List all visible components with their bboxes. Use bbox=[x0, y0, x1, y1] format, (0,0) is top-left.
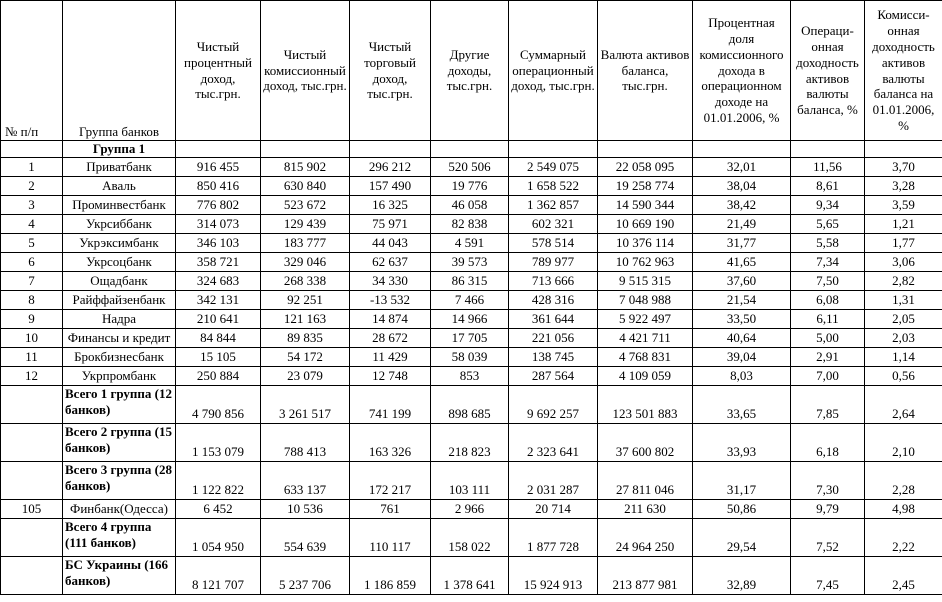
bank-name-cell: Всего 4 группа (111 банков) bbox=[63, 519, 176, 557]
col-header-operating-yield: Операци-онная доходность активов валюты баланса, % bbox=[791, 1, 865, 141]
value-cell: 3 261 517 bbox=[261, 386, 350, 424]
table-row bbox=[1, 348, 942, 367]
value-cell: 2 549 075 bbox=[509, 158, 598, 177]
value-cell: 5,65 bbox=[791, 215, 865, 234]
col-header-commission-yield: Комисси-онная доходность активов валюты баланса на 01.01.2006, % bbox=[865, 1, 942, 141]
value-cell: 82 838 bbox=[431, 215, 509, 234]
value-cell: 1,14 bbox=[865, 348, 942, 367]
table-row bbox=[1, 196, 942, 215]
col-header-bank-group: Группа банков bbox=[63, 1, 176, 141]
value-cell: 4 109 059 bbox=[598, 367, 693, 386]
value-cell: 2 323 641 bbox=[509, 424, 598, 462]
bank-name-cell: Надра bbox=[63, 310, 176, 329]
value-cell: 218 823 bbox=[431, 424, 509, 462]
value-cell bbox=[693, 141, 791, 158]
value-cell: 3,59 bbox=[865, 196, 942, 215]
value-cell: 2,45 bbox=[865, 557, 942, 595]
value-cell: 21,54 bbox=[693, 291, 791, 310]
value-cell: 9 692 257 bbox=[509, 386, 598, 424]
value-cell: 853 bbox=[431, 367, 509, 386]
value-cell: 1 153 079 bbox=[176, 424, 261, 462]
row-number-cell bbox=[1, 386, 63, 424]
bank-name-cell: Финбанк(Одесса) bbox=[63, 500, 176, 519]
row-number-cell: 105 bbox=[1, 500, 63, 519]
value-cell: 815 902 bbox=[261, 158, 350, 177]
row-number-cell bbox=[1, 141, 63, 158]
col-header-balance-assets: Валюта активов баланса, тыс.грн. bbox=[598, 1, 693, 141]
value-cell: 850 416 bbox=[176, 177, 261, 196]
value-cell: 7,85 bbox=[791, 386, 865, 424]
value-cell: 296 212 bbox=[350, 158, 431, 177]
col-header-other-income: Другие доходы, тыс.грн. bbox=[431, 1, 509, 141]
row-number-cell: 3 bbox=[1, 196, 63, 215]
value-cell: 121 163 bbox=[261, 310, 350, 329]
value-cell: 578 514 bbox=[509, 234, 598, 253]
value-cell bbox=[350, 141, 431, 158]
value-cell: 9,79 bbox=[791, 500, 865, 519]
value-cell: 16 325 bbox=[350, 196, 431, 215]
value-cell: 4 790 856 bbox=[176, 386, 261, 424]
value-cell: 520 506 bbox=[431, 158, 509, 177]
summary-row bbox=[1, 557, 942, 595]
value-cell: 84 844 bbox=[176, 329, 261, 348]
summary-row bbox=[1, 386, 942, 424]
value-cell: 1 122 822 bbox=[176, 462, 261, 500]
value-cell: 54 172 bbox=[261, 348, 350, 367]
value-cell: 6,08 bbox=[791, 291, 865, 310]
bank-name-cell: Укрсоцбанк bbox=[63, 253, 176, 272]
value-cell: 776 802 bbox=[176, 196, 261, 215]
value-cell: 14 966 bbox=[431, 310, 509, 329]
value-cell: 103 111 bbox=[431, 462, 509, 500]
table-row bbox=[1, 329, 942, 348]
value-cell: 1,77 bbox=[865, 234, 942, 253]
value-cell: 788 413 bbox=[261, 424, 350, 462]
value-cell: 1 362 857 bbox=[509, 196, 598, 215]
value-cell bbox=[431, 141, 509, 158]
value-cell: 287 564 bbox=[509, 367, 598, 386]
value-cell: 250 884 bbox=[176, 367, 261, 386]
value-cell: 7,00 bbox=[791, 367, 865, 386]
col-header-commission-share: Процентная доля комиссионного дохода в операционном доходе на 01.01.2006, % bbox=[693, 1, 791, 141]
value-cell: 523 672 bbox=[261, 196, 350, 215]
value-cell: 4,98 bbox=[865, 500, 942, 519]
value-cell: 14 590 344 bbox=[598, 196, 693, 215]
bank-name-cell: Райффайзенбанк bbox=[63, 291, 176, 310]
summary-row bbox=[1, 424, 942, 462]
value-cell: 92 251 bbox=[261, 291, 350, 310]
row-number-cell bbox=[1, 557, 63, 595]
value-cell: 7 466 bbox=[431, 291, 509, 310]
value-cell: 1,31 bbox=[865, 291, 942, 310]
value-cell: 37 600 802 bbox=[598, 424, 693, 462]
value-cell: 7 048 988 bbox=[598, 291, 693, 310]
row-number-cell bbox=[1, 462, 63, 500]
value-cell: 19 776 bbox=[431, 177, 509, 196]
value-cell: 2,28 bbox=[865, 462, 942, 500]
value-cell: 7,30 bbox=[791, 462, 865, 500]
value-cell: 5,00 bbox=[791, 329, 865, 348]
bank-name-cell: Всего 3 группа (28 банков) bbox=[63, 462, 176, 500]
value-cell: 31,77 bbox=[693, 234, 791, 253]
value-cell: 33,93 bbox=[693, 424, 791, 462]
value-cell: 4 591 bbox=[431, 234, 509, 253]
value-cell: 630 840 bbox=[261, 177, 350, 196]
value-cell: 2,22 bbox=[865, 519, 942, 557]
value-cell: 29,54 bbox=[693, 519, 791, 557]
table-row bbox=[1, 500, 942, 519]
value-cell: -13 532 bbox=[350, 291, 431, 310]
table-header bbox=[1, 1, 942, 141]
value-cell: 2,64 bbox=[865, 386, 942, 424]
summary-row bbox=[1, 519, 942, 557]
value-cell: 75 971 bbox=[350, 215, 431, 234]
table-row bbox=[1, 367, 942, 386]
value-cell: 4 768 831 bbox=[598, 348, 693, 367]
value-cell: 602 321 bbox=[509, 215, 598, 234]
value-cell: 8,61 bbox=[791, 177, 865, 196]
value-cell: 19 258 774 bbox=[598, 177, 693, 196]
value-cell: 2,82 bbox=[865, 272, 942, 291]
col-header-net-trading-income: Чистый торговый доход, тыс.грн. bbox=[350, 1, 431, 141]
group-header-row bbox=[1, 141, 942, 158]
value-cell: 9 515 315 bbox=[598, 272, 693, 291]
bank-name-cell: Проминвестбанк bbox=[63, 196, 176, 215]
table-row bbox=[1, 253, 942, 272]
value-cell: 358 721 bbox=[176, 253, 261, 272]
value-cell bbox=[509, 141, 598, 158]
value-cell: 10 536 bbox=[261, 500, 350, 519]
bank-name-cell: Всего 1 группа (12 банков) bbox=[63, 386, 176, 424]
table-row bbox=[1, 215, 942, 234]
value-cell: 58 039 bbox=[431, 348, 509, 367]
col-header-net-commission-income: Чистый комиссионный доход, тыс.грн. bbox=[261, 1, 350, 141]
value-cell: 713 666 bbox=[509, 272, 598, 291]
value-cell: 21,49 bbox=[693, 215, 791, 234]
value-cell: 27 811 046 bbox=[598, 462, 693, 500]
value-cell: 3,70 bbox=[865, 158, 942, 177]
value-cell: 428 316 bbox=[509, 291, 598, 310]
value-cell: 163 326 bbox=[350, 424, 431, 462]
value-cell: 741 199 bbox=[350, 386, 431, 424]
value-cell: 4 421 711 bbox=[598, 329, 693, 348]
value-cell: 1 378 641 bbox=[431, 557, 509, 595]
bank-name-cell: Всего 2 группа (15 банков) bbox=[63, 424, 176, 462]
bank-name-cell: Укрпромбанк bbox=[63, 367, 176, 386]
table-row bbox=[1, 291, 942, 310]
value-cell: 158 022 bbox=[431, 519, 509, 557]
value-cell: 7,45 bbox=[791, 557, 865, 595]
value-cell: 110 117 bbox=[350, 519, 431, 557]
value-cell: 12 748 bbox=[350, 367, 431, 386]
value-cell bbox=[865, 141, 942, 158]
row-number-cell: 8 bbox=[1, 291, 63, 310]
value-cell: 123 501 883 bbox=[598, 386, 693, 424]
value-cell: 183 777 bbox=[261, 234, 350, 253]
value-cell: 2,03 bbox=[865, 329, 942, 348]
value-cell: 5,58 bbox=[791, 234, 865, 253]
value-cell: 172 217 bbox=[350, 462, 431, 500]
bank-name-cell: Приватбанк bbox=[63, 158, 176, 177]
bank-name-cell: Укрсиббанк bbox=[63, 215, 176, 234]
value-cell: 324 683 bbox=[176, 272, 261, 291]
value-cell: 32,89 bbox=[693, 557, 791, 595]
value-cell: 28 672 bbox=[350, 329, 431, 348]
row-number-cell: 6 bbox=[1, 253, 63, 272]
value-cell: 10 762 963 bbox=[598, 253, 693, 272]
row-number-cell: 1 bbox=[1, 158, 63, 177]
row-number-cell: 11 bbox=[1, 348, 63, 367]
value-cell: 554 639 bbox=[261, 519, 350, 557]
value-cell: 22 058 095 bbox=[598, 158, 693, 177]
table-row bbox=[1, 158, 942, 177]
value-cell bbox=[791, 141, 865, 158]
value-cell: 31,17 bbox=[693, 462, 791, 500]
col-header-row-number: № п/п bbox=[1, 1, 63, 141]
value-cell: 44 043 bbox=[350, 234, 431, 253]
value-cell: 6,18 bbox=[791, 424, 865, 462]
col-header-net-interest-income: Чистый процентный доход, тыс.грн. bbox=[176, 1, 261, 141]
value-cell: 7,34 bbox=[791, 253, 865, 272]
value-cell: 210 641 bbox=[176, 310, 261, 329]
value-cell: 32,01 bbox=[693, 158, 791, 177]
value-cell: 24 964 250 bbox=[598, 519, 693, 557]
bank-name-cell: Аваль bbox=[63, 177, 176, 196]
value-cell: 39,04 bbox=[693, 348, 791, 367]
value-cell: 15 924 913 bbox=[509, 557, 598, 595]
row-number-cell bbox=[1, 519, 63, 557]
value-cell: 8,03 bbox=[693, 367, 791, 386]
value-cell: 41,65 bbox=[693, 253, 791, 272]
value-cell: 3,06 bbox=[865, 253, 942, 272]
value-cell: 17 705 bbox=[431, 329, 509, 348]
table-row bbox=[1, 177, 942, 196]
value-cell: 5 237 706 bbox=[261, 557, 350, 595]
value-cell: 89 835 bbox=[261, 329, 350, 348]
value-cell: 1 054 950 bbox=[176, 519, 261, 557]
row-number-cell: 4 bbox=[1, 215, 63, 234]
value-cell: 211 630 bbox=[598, 500, 693, 519]
value-cell: 86 315 bbox=[431, 272, 509, 291]
value-cell: 2,05 bbox=[865, 310, 942, 329]
table-row bbox=[1, 272, 942, 291]
value-cell bbox=[261, 141, 350, 158]
value-cell: 2 031 287 bbox=[509, 462, 598, 500]
value-cell: 789 977 bbox=[509, 253, 598, 272]
value-cell: 213 877 981 bbox=[598, 557, 693, 595]
row-number-cell: 5 bbox=[1, 234, 63, 253]
value-cell bbox=[598, 141, 693, 158]
value-cell: 1,21 bbox=[865, 215, 942, 234]
value-cell: 11,56 bbox=[791, 158, 865, 177]
bank-name-cell: БС Украины (166 банков) bbox=[63, 557, 176, 595]
value-cell: 898 685 bbox=[431, 386, 509, 424]
row-number-cell: 7 bbox=[1, 272, 63, 291]
value-cell: 268 338 bbox=[261, 272, 350, 291]
value-cell: 46 058 bbox=[431, 196, 509, 215]
value-cell: 50,86 bbox=[693, 500, 791, 519]
value-cell: 9,34 bbox=[791, 196, 865, 215]
value-cell: 34 330 bbox=[350, 272, 431, 291]
table-body bbox=[1, 141, 942, 595]
value-cell: 62 637 bbox=[350, 253, 431, 272]
bank-name-cell: Укрэксимбанк bbox=[63, 234, 176, 253]
value-cell: 138 745 bbox=[509, 348, 598, 367]
value-cell: 33,50 bbox=[693, 310, 791, 329]
value-cell: 916 455 bbox=[176, 158, 261, 177]
table-row bbox=[1, 310, 942, 329]
value-cell: 346 103 bbox=[176, 234, 261, 253]
value-cell: 761 bbox=[350, 500, 431, 519]
value-cell bbox=[176, 141, 261, 158]
value-cell: 633 137 bbox=[261, 462, 350, 500]
value-cell: 129 439 bbox=[261, 215, 350, 234]
value-cell: 157 490 bbox=[350, 177, 431, 196]
value-cell: 1 877 728 bbox=[509, 519, 598, 557]
bank-name-cell: Группа 1 bbox=[63, 141, 176, 158]
bank-name-cell: Ощадбанк bbox=[63, 272, 176, 291]
value-cell: 7,50 bbox=[791, 272, 865, 291]
value-cell: 221 056 bbox=[509, 329, 598, 348]
value-cell: 1 658 522 bbox=[509, 177, 598, 196]
row-number-cell: 9 bbox=[1, 310, 63, 329]
value-cell: 2 966 bbox=[431, 500, 509, 519]
value-cell: 38,04 bbox=[693, 177, 791, 196]
value-cell: 7,52 bbox=[791, 519, 865, 557]
bank-name-cell: Брокбизнесбанк bbox=[63, 348, 176, 367]
value-cell: 23 079 bbox=[261, 367, 350, 386]
value-cell: 2,10 bbox=[865, 424, 942, 462]
row-number-cell bbox=[1, 424, 63, 462]
value-cell: 10 669 190 bbox=[598, 215, 693, 234]
value-cell: 8 121 707 bbox=[176, 557, 261, 595]
value-cell: 10 376 114 bbox=[598, 234, 693, 253]
value-cell: 33,65 bbox=[693, 386, 791, 424]
bank-name-cell: Финансы и кредит bbox=[63, 329, 176, 348]
value-cell: 15 105 bbox=[176, 348, 261, 367]
value-cell: 314 073 bbox=[176, 215, 261, 234]
value-cell: 6,11 bbox=[791, 310, 865, 329]
col-header-total-operating-income: Суммарный операционный доход, тыс.грн. bbox=[509, 1, 598, 141]
value-cell: 0,56 bbox=[865, 367, 942, 386]
value-cell: 361 644 bbox=[509, 310, 598, 329]
row-number-cell: 12 bbox=[1, 367, 63, 386]
value-cell: 3,28 bbox=[865, 177, 942, 196]
value-cell: 329 046 bbox=[261, 253, 350, 272]
value-cell: 40,64 bbox=[693, 329, 791, 348]
value-cell: 37,60 bbox=[693, 272, 791, 291]
row-number-cell: 10 bbox=[1, 329, 63, 348]
value-cell: 2,91 bbox=[791, 348, 865, 367]
row-number-cell: 2 bbox=[1, 177, 63, 196]
summary-row bbox=[1, 462, 942, 500]
value-cell: 1 186 859 bbox=[350, 557, 431, 595]
header-row bbox=[1, 1, 942, 141]
value-cell: 14 874 bbox=[350, 310, 431, 329]
value-cell: 20 714 bbox=[509, 500, 598, 519]
value-cell: 11 429 bbox=[350, 348, 431, 367]
value-cell: 6 452 bbox=[176, 500, 261, 519]
table-row bbox=[1, 234, 942, 253]
value-cell: 5 922 497 bbox=[598, 310, 693, 329]
value-cell: 342 131 bbox=[176, 291, 261, 310]
value-cell: 38,42 bbox=[693, 196, 791, 215]
value-cell: 39 573 bbox=[431, 253, 509, 272]
